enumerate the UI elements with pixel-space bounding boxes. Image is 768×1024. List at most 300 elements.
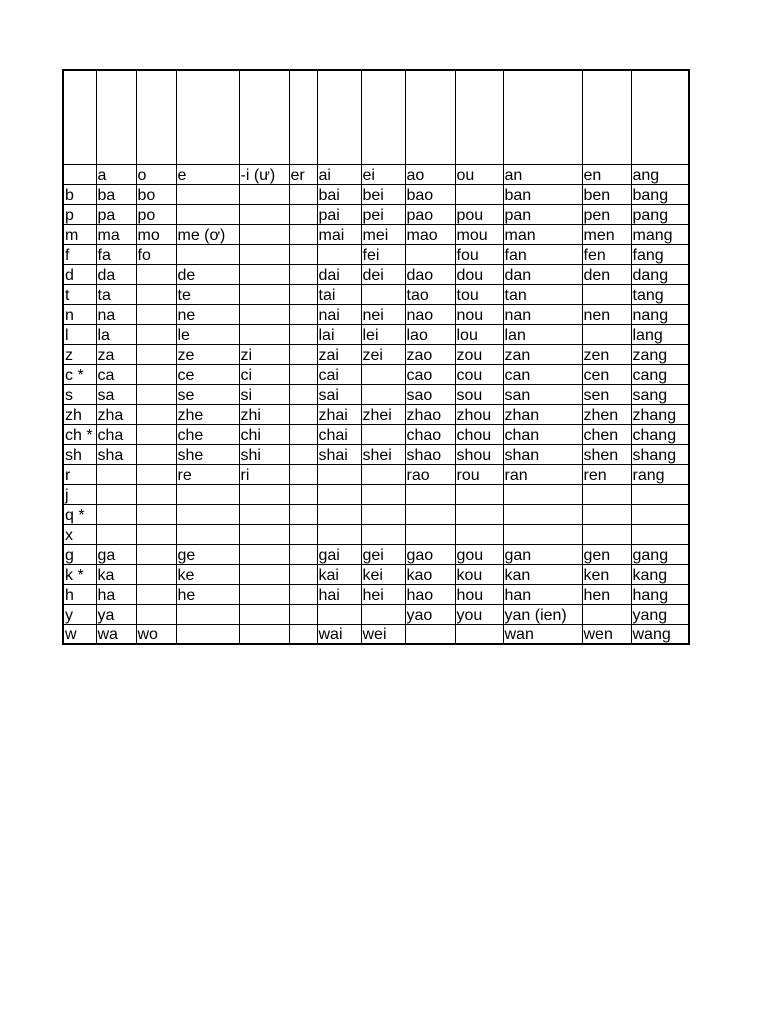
syllable-cell: fen <box>582 244 631 264</box>
final-header-cell: o <box>136 164 176 184</box>
syllable-cell: sai <box>317 384 361 404</box>
syllable-cell: man <box>503 224 582 244</box>
syllable-cell: lao <box>405 324 455 344</box>
syllable-cell: pa <box>96 204 136 224</box>
syllable-cell <box>176 624 239 644</box>
syllable-cell: sa <box>96 384 136 404</box>
syllable-cell: chan <box>503 424 582 444</box>
syllable-cell <box>136 324 176 344</box>
syllable-cell: hai <box>317 584 361 604</box>
syllable-cell <box>455 624 503 644</box>
syllable-cell <box>96 464 136 484</box>
syllable-cell <box>176 524 239 544</box>
syllable-cell: ne <box>176 304 239 324</box>
syllable-cell: ca <box>96 364 136 384</box>
syllable-cell <box>361 464 405 484</box>
syllable-cell: kao <box>405 564 455 584</box>
syllable-cell: ran <box>503 464 582 484</box>
syllable-cell: men <box>582 224 631 244</box>
syllable-cell <box>361 284 405 304</box>
syllable-cell: mo <box>136 224 176 244</box>
corner-cell <box>63 164 96 184</box>
syllable-cell: lou <box>455 324 503 344</box>
syllable-cell <box>361 524 405 544</box>
syllable-cell: zei <box>361 344 405 364</box>
blank-cell <box>582 70 631 164</box>
syllable-cell: me (ơ) <box>176 224 239 244</box>
syllable-cell: mei <box>361 224 405 244</box>
blank-cell <box>405 70 455 164</box>
syllable-cell: cao <box>405 364 455 384</box>
syllable-cell <box>317 504 361 524</box>
table-row <box>63 524 689 544</box>
syllable-cell: po <box>136 204 176 224</box>
syllable-cell <box>361 424 405 444</box>
syllable-cell: ma <box>96 224 136 244</box>
syllable-cell: tai <box>317 284 361 304</box>
initial-cell: j <box>63 484 96 504</box>
syllable-cell: rang <box>631 464 689 484</box>
syllable-cell: bei <box>361 184 405 204</box>
syllable-cell <box>96 484 136 504</box>
table-row <box>63 264 689 284</box>
syllable-cell: zhen <box>582 404 631 424</box>
syllable-cell: gan <box>503 544 582 564</box>
syllable-cell: kei <box>361 564 405 584</box>
syllable-cell: can <box>503 364 582 384</box>
table-row <box>63 344 689 364</box>
syllable-cell: shai <box>317 444 361 464</box>
syllable-cell: gai <box>317 544 361 564</box>
syllable-cell: pan <box>503 204 582 224</box>
final-header-cell: ai <box>317 164 361 184</box>
syllable-cell <box>582 284 631 304</box>
syllable-cell <box>317 524 361 544</box>
syllable-cell <box>317 604 361 624</box>
syllable-cell: pai <box>317 204 361 224</box>
syllable-cell <box>289 184 317 204</box>
syllable-cell <box>239 604 289 624</box>
syllable-cell <box>631 524 689 544</box>
initial-cell: zh <box>63 404 96 424</box>
syllable-cell: dou <box>455 264 503 284</box>
syllable-cell: ren <box>582 464 631 484</box>
syllable-cell <box>239 524 289 544</box>
syllable-cell: zhei <box>361 404 405 424</box>
initial-cell: c * <box>63 364 96 384</box>
syllable-cell <box>405 524 455 544</box>
syllable-cell: fan <box>503 244 582 264</box>
syllable-cell: fang <box>631 244 689 264</box>
initial-cell: f <box>63 244 96 264</box>
syllable-cell: zao <box>405 344 455 364</box>
syllable-cell <box>239 284 289 304</box>
syllable-cell <box>176 204 239 224</box>
syllable-cell <box>176 484 239 504</box>
syllable-cell: shei <box>361 444 405 464</box>
initial-cell: p <box>63 204 96 224</box>
syllable-cell: cha <box>96 424 136 444</box>
blank-cell <box>503 70 582 164</box>
syllable-cell: ken <box>582 564 631 584</box>
syllable-cell: ben <box>582 184 631 204</box>
syllable-cell <box>176 504 239 524</box>
table-row <box>63 324 689 344</box>
syllable-cell: ri <box>239 464 289 484</box>
syllable-cell <box>405 484 455 504</box>
syllable-cell <box>455 484 503 504</box>
syllable-cell: ga <box>96 544 136 564</box>
syllable-cell <box>405 504 455 524</box>
initial-cell: y <box>63 604 96 624</box>
blank-top-row <box>63 70 689 164</box>
final-header-cell: er <box>289 164 317 184</box>
syllable-cell: zhao <box>405 404 455 424</box>
syllable-cell: dang <box>631 264 689 284</box>
syllable-cell: cou <box>455 364 503 384</box>
syllable-cell: ge <box>176 544 239 564</box>
syllable-cell <box>289 344 317 364</box>
syllable-cell: wan <box>503 624 582 644</box>
syllable-cell: gao <box>405 544 455 564</box>
syllable-cell <box>289 224 317 244</box>
syllable-cell: shi <box>239 444 289 464</box>
syllable-cell: cang <box>631 364 689 384</box>
syllable-cell: se <box>176 384 239 404</box>
syllable-cell: le <box>176 324 239 344</box>
syllable-cell: lei <box>361 324 405 344</box>
syllable-cell: shan <box>503 444 582 464</box>
initial-cell: b <box>63 184 96 204</box>
syllable-cell: na <box>96 304 136 324</box>
blank-cell <box>96 70 136 164</box>
syllable-cell: ya <box>96 604 136 624</box>
syllable-cell <box>361 484 405 504</box>
syllable-cell <box>239 304 289 324</box>
initial-cell: x <box>63 524 96 544</box>
syllable-cell <box>176 604 239 624</box>
syllable-cell: chen <box>582 424 631 444</box>
syllable-cell: sha <box>96 444 136 464</box>
syllable-cell <box>289 304 317 324</box>
syllable-cell <box>582 324 631 344</box>
syllable-cell: nang <box>631 304 689 324</box>
syllable-cell <box>631 504 689 524</box>
syllable-cell: wa <box>96 624 136 644</box>
syllable-cell: tan <box>503 284 582 304</box>
syllable-cell <box>289 324 317 344</box>
syllable-cell <box>239 324 289 344</box>
table-row <box>63 444 689 464</box>
syllable-cell <box>289 604 317 624</box>
syllable-cell: zang <box>631 344 689 364</box>
syllable-cell: nao <box>405 304 455 324</box>
syllable-cell: fo <box>136 244 176 264</box>
syllable-cell <box>136 264 176 284</box>
syllable-cell: lang <box>631 324 689 344</box>
syllable-cell <box>405 244 455 264</box>
table-row <box>63 544 689 564</box>
syllable-cell: te <box>176 284 239 304</box>
syllable-cell: den <box>582 264 631 284</box>
syllable-cell <box>455 504 503 524</box>
final-header-cell: a <box>96 164 136 184</box>
table-row <box>63 604 689 624</box>
syllable-cell <box>239 564 289 584</box>
syllable-cell: hei <box>361 584 405 604</box>
table-row <box>63 364 689 384</box>
syllable-cell: ke <box>176 564 239 584</box>
syllable-cell: shang <box>631 444 689 464</box>
syllable-cell <box>503 524 582 544</box>
syllable-cell <box>239 504 289 524</box>
syllable-cell <box>289 524 317 544</box>
syllable-cell: wen <box>582 624 631 644</box>
syllable-cell: la <box>96 324 136 344</box>
final-header-cell: ei <box>361 164 405 184</box>
syllable-cell: sao <box>405 384 455 404</box>
syllable-cell: tang <box>631 284 689 304</box>
syllable-cell: han <box>503 584 582 604</box>
table-row <box>63 204 689 224</box>
syllable-cell: lai <box>317 324 361 344</box>
syllable-cell: bai <box>317 184 361 204</box>
syllable-cell: wang <box>631 624 689 644</box>
syllable-cell: za <box>96 344 136 364</box>
syllable-cell <box>631 484 689 504</box>
syllable-cell <box>96 524 136 544</box>
syllable-cell <box>176 244 239 264</box>
final-header-cell: an <box>503 164 582 184</box>
syllable-cell: che <box>176 424 239 444</box>
syllable-cell: shen <box>582 444 631 464</box>
table-row <box>63 184 689 204</box>
blank-cell <box>176 70 239 164</box>
syllable-cell: ha <box>96 584 136 604</box>
initial-cell: k * <box>63 564 96 584</box>
syllable-cell: tou <box>455 284 503 304</box>
initial-cell: r <box>63 464 96 484</box>
syllable-cell <box>136 364 176 384</box>
syllable-cell <box>289 424 317 444</box>
syllable-cell <box>136 604 176 624</box>
syllable-cell <box>503 504 582 524</box>
syllable-cell <box>239 184 289 204</box>
syllable-cell <box>239 624 289 644</box>
syllable-cell: chou <box>455 424 503 444</box>
table-row <box>63 584 689 604</box>
syllable-cell: chai <box>317 424 361 444</box>
syllable-cell: dai <box>317 264 361 284</box>
syllable-cell <box>239 224 289 244</box>
syllable-cell: nai <box>317 304 361 324</box>
syllable-cell: san <box>503 384 582 404</box>
syllable-cell: sang <box>631 384 689 404</box>
table-row <box>63 424 689 444</box>
syllable-cell: pou <box>455 204 503 224</box>
syllable-cell <box>289 444 317 464</box>
syllable-cell <box>136 344 176 364</box>
syllable-cell: hou <box>455 584 503 604</box>
syllable-cell <box>136 304 176 324</box>
syllable-cell <box>317 244 361 264</box>
syllable-cell: ci <box>239 364 289 384</box>
syllable-cell: cai <box>317 364 361 384</box>
syllable-cell: nei <box>361 304 405 324</box>
syllable-cell: chao <box>405 424 455 444</box>
syllable-cell: nen <box>582 304 631 324</box>
blank-cell <box>136 70 176 164</box>
blank-cell <box>63 70 96 164</box>
syllable-cell: dao <box>405 264 455 284</box>
syllable-cell: sou <box>455 384 503 404</box>
syllable-cell <box>136 384 176 404</box>
syllable-cell: fei <box>361 244 405 264</box>
initial-cell: q * <box>63 504 96 524</box>
syllable-cell <box>289 384 317 404</box>
syllable-cell <box>136 564 176 584</box>
syllable-cell <box>136 284 176 304</box>
syllable-cell: zan <box>503 344 582 364</box>
syllable-cell <box>289 464 317 484</box>
table-row <box>63 464 689 484</box>
syllable-cell: gen <box>582 544 631 564</box>
blank-cell <box>455 70 503 164</box>
final-header-cell: ao <box>405 164 455 184</box>
blank-cell <box>631 70 689 164</box>
initial-cell: s <box>63 384 96 404</box>
table-row <box>63 224 689 244</box>
syllable-cell: dei <box>361 264 405 284</box>
syllable-cell: pang <box>631 204 689 224</box>
syllable-cell <box>582 524 631 544</box>
syllable-cell: gang <box>631 544 689 564</box>
syllable-cell <box>136 484 176 504</box>
syllable-cell: re <box>176 464 239 484</box>
initial-cell: d <box>63 264 96 284</box>
syllable-cell: hen <box>582 584 631 604</box>
syllable-cell: da <box>96 264 136 284</box>
syllable-cell: zi <box>239 344 289 364</box>
syllable-cell: fou <box>455 244 503 264</box>
syllable-cell: she <box>176 444 239 464</box>
syllable-cell <box>136 584 176 604</box>
syllable-cell <box>289 204 317 224</box>
syllable-cell: you <box>455 604 503 624</box>
syllable-cell: ta <box>96 284 136 304</box>
syllable-cell <box>136 444 176 464</box>
syllable-cell <box>289 484 317 504</box>
syllable-cell <box>503 484 582 504</box>
syllable-cell <box>582 604 631 624</box>
syllable-cell: zhan <box>503 404 582 424</box>
syllable-cell: de <box>176 264 239 284</box>
table-row <box>63 624 689 644</box>
syllable-cell: zen <box>582 344 631 364</box>
syllable-cell <box>289 584 317 604</box>
syllable-cell: yan (ien) <box>503 604 582 624</box>
syllable-cell: sen <box>582 384 631 404</box>
syllable-cell <box>582 504 631 524</box>
table-row <box>63 504 689 524</box>
syllable-cell <box>455 524 503 544</box>
syllable-cell: zhai <box>317 404 361 424</box>
syllable-cell: chang <box>631 424 689 444</box>
initial-cell: m <box>63 224 96 244</box>
syllable-cell: zhe <box>176 404 239 424</box>
syllable-cell: gei <box>361 544 405 564</box>
syllable-cell: rou <box>455 464 503 484</box>
initial-cell: ch * <box>63 424 96 444</box>
syllable-cell: kai <box>317 564 361 584</box>
finals-header-row <box>63 164 689 184</box>
syllable-cell: bang <box>631 184 689 204</box>
syllable-cell: hao <box>405 584 455 604</box>
syllable-cell: mao <box>405 224 455 244</box>
table-row <box>63 384 689 404</box>
syllable-cell: zhang <box>631 404 689 424</box>
syllable-cell: kou <box>455 564 503 584</box>
syllable-cell <box>582 484 631 504</box>
syllable-cell <box>361 604 405 624</box>
table-body <box>63 70 689 644</box>
syllable-cell <box>361 504 405 524</box>
initial-cell: sh <box>63 444 96 464</box>
table-row <box>63 284 689 304</box>
syllable-cell: zha <box>96 404 136 424</box>
syllable-cell <box>289 264 317 284</box>
initial-cell: z <box>63 344 96 364</box>
blank-cell <box>317 70 361 164</box>
table-row <box>63 404 689 424</box>
syllable-cell: yao <box>405 604 455 624</box>
final-header-cell: en <box>582 164 631 184</box>
syllable-cell <box>289 504 317 524</box>
syllable-cell <box>455 184 503 204</box>
syllable-cell: shou <box>455 444 503 464</box>
syllable-cell: yang <box>631 604 689 624</box>
syllable-cell: bao <box>405 184 455 204</box>
syllable-cell <box>289 364 317 384</box>
syllable-cell <box>289 404 317 424</box>
syllable-cell <box>136 504 176 524</box>
syllable-cell: cen <box>582 364 631 384</box>
syllable-cell <box>317 484 361 504</box>
syllable-cell: lan <box>503 324 582 344</box>
syllable-cell: wo <box>136 624 176 644</box>
initial-cell: w <box>63 624 96 644</box>
initial-cell: t <box>63 284 96 304</box>
syllable-cell <box>239 484 289 504</box>
syllable-cell <box>289 244 317 264</box>
syllable-cell <box>239 264 289 284</box>
initial-cell: g <box>63 544 96 564</box>
syllable-cell <box>405 624 455 644</box>
initial-cell: h <box>63 584 96 604</box>
final-header-cell: e <box>176 164 239 184</box>
syllable-cell <box>361 384 405 404</box>
syllable-cell: chi <box>239 424 289 444</box>
syllable-cell: tao <box>405 284 455 304</box>
syllable-cell: rao <box>405 464 455 484</box>
syllable-cell <box>239 204 289 224</box>
syllable-cell: ce <box>176 364 239 384</box>
table-row <box>63 484 689 504</box>
syllable-cell: ba <box>96 184 136 204</box>
syllable-cell: fa <box>96 244 136 264</box>
table-row <box>63 564 689 584</box>
table-row <box>63 304 689 324</box>
